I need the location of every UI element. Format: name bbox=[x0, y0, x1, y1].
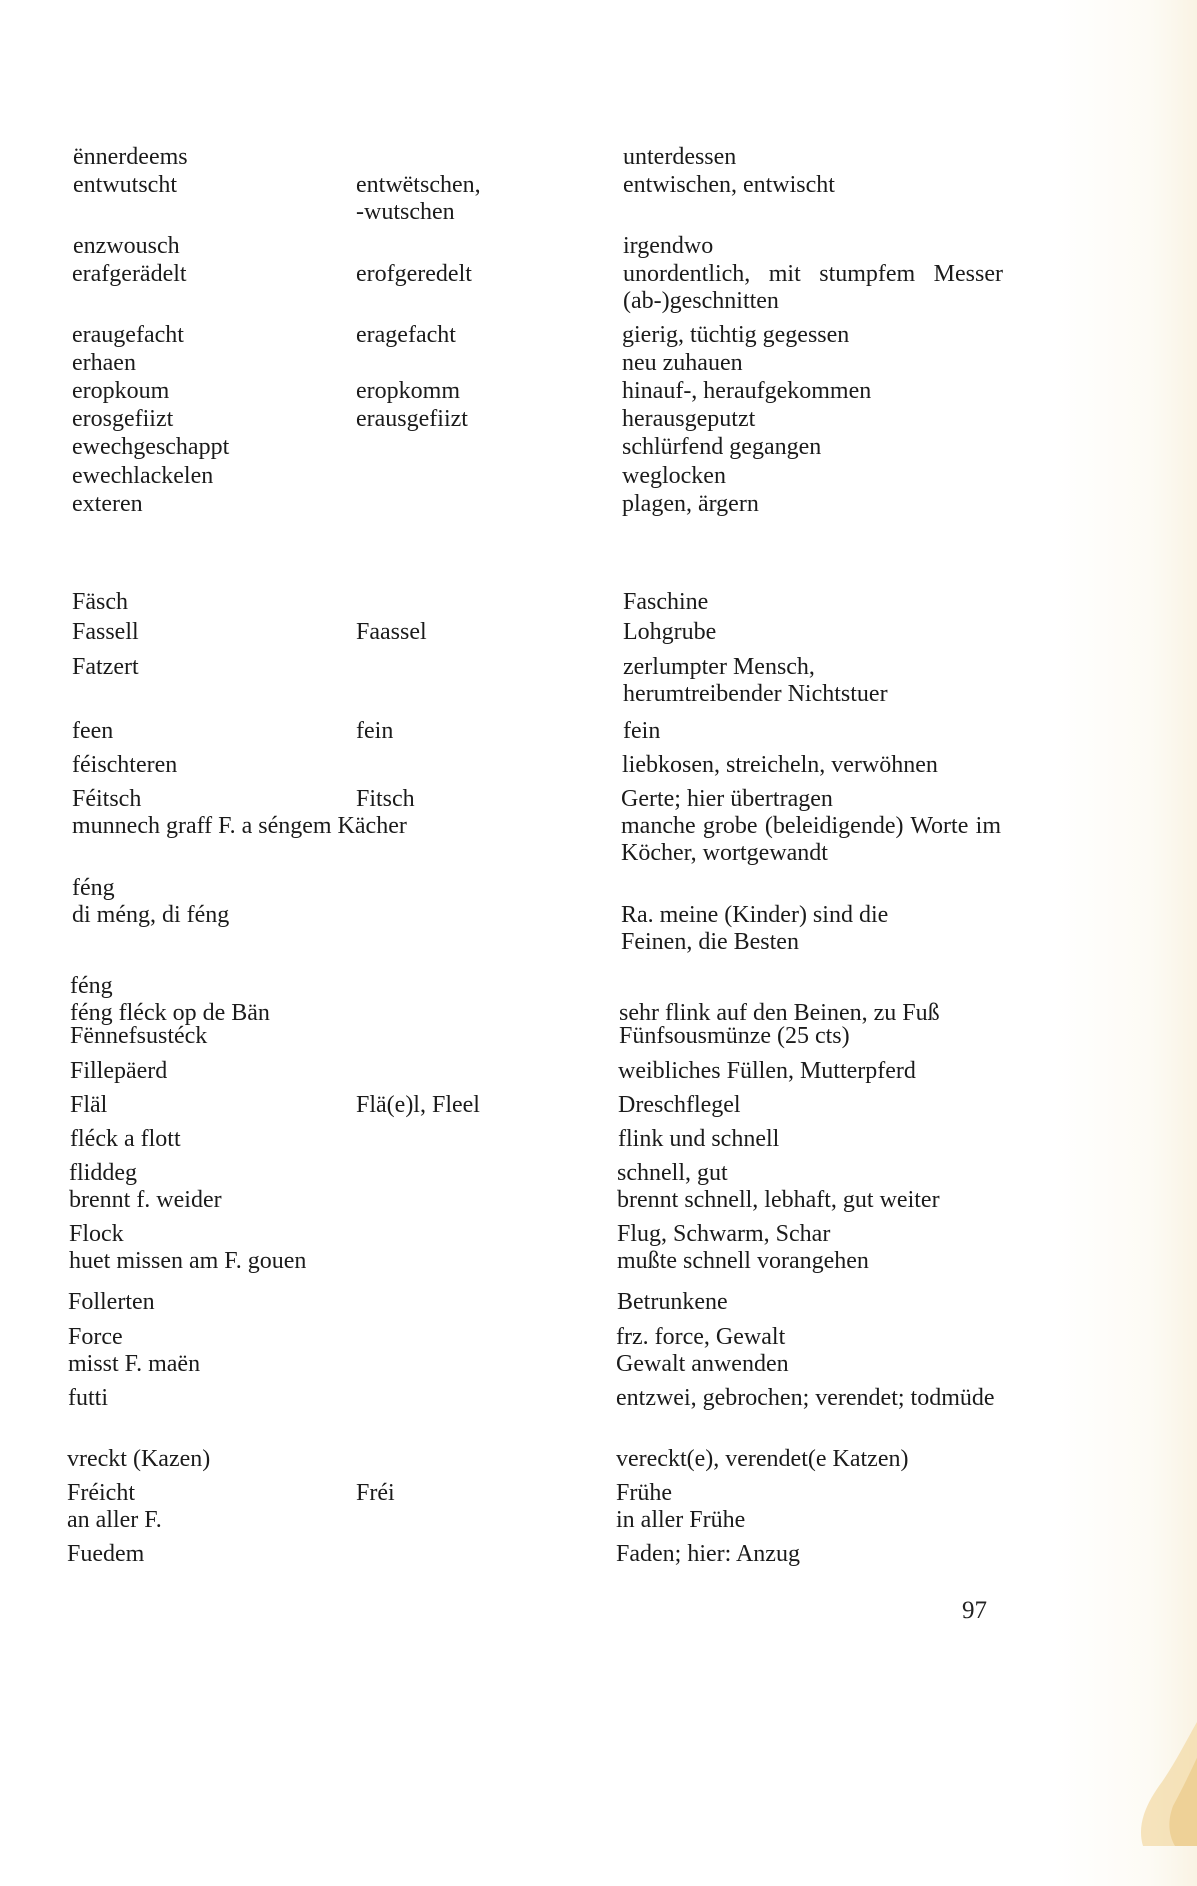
headword-line: enzwousch bbox=[73, 233, 180, 259]
german-translation bbox=[623, 589, 1003, 616]
headword-line: Flock bbox=[69, 1221, 124, 1247]
german-translation-line bbox=[619, 973, 999, 1000]
headword bbox=[67, 1446, 477, 1473]
variant-form-line: erausgefiizt bbox=[356, 406, 468, 432]
headword-line: Fréicht bbox=[67, 1480, 135, 1506]
variant-form-line: Fréi bbox=[356, 1480, 395, 1506]
german-translation-line: manche grobe (beleidigende) Worte im Köcher, wortgewandt bbox=[621, 813, 1001, 866]
german-translation-line: herumtreibender Nichtstuer bbox=[623, 681, 888, 707]
german-translation-line: frz. force, Gewalt bbox=[616, 1324, 786, 1350]
headword-line: Fläl bbox=[70, 1092, 108, 1118]
german-translation bbox=[622, 350, 1002, 377]
german-translation bbox=[623, 654, 1003, 708]
headword bbox=[73, 233, 483, 260]
german-translation-line: mußte schnell vorangehen bbox=[617, 1248, 869, 1274]
german-translation-line: hinauf-, heraufgekommen bbox=[622, 378, 872, 404]
german-translation-line: Frühe bbox=[616, 1480, 672, 1506]
headword bbox=[72, 752, 482, 779]
headword bbox=[68, 1289, 478, 1316]
headword-line: futti bbox=[68, 1385, 108, 1411]
headword-line: Force bbox=[68, 1324, 123, 1350]
german-translation-line: Flug, Schwarm, Schar bbox=[617, 1221, 831, 1247]
german-translation-line: flink und schnell bbox=[618, 1126, 780, 1152]
variant-form bbox=[356, 406, 606, 433]
headword-line: an aller F. bbox=[67, 1507, 162, 1533]
german-translation-line: herausgeputzt bbox=[622, 406, 756, 432]
german-translation bbox=[623, 718, 1003, 745]
headword-line: feen bbox=[72, 718, 114, 744]
german-translation-line: unordentlich, mit stumpfem Messer (ab-)geschnitten bbox=[623, 261, 1003, 314]
headword-line: Fatzert bbox=[72, 654, 139, 680]
headword-line: ewechgeschappt bbox=[72, 434, 230, 460]
variant-form bbox=[356, 322, 606, 349]
german-translation bbox=[623, 233, 1003, 260]
german-translation-line: schnell, gut bbox=[617, 1160, 728, 1186]
german-translation bbox=[623, 144, 1003, 171]
headword bbox=[72, 875, 482, 929]
variant-form bbox=[356, 1092, 606, 1119]
german-translation-line: brennt schnell, lebhaft, gut weiter bbox=[617, 1187, 940, 1213]
german-translation-line: fein bbox=[623, 718, 661, 744]
headword bbox=[70, 1023, 480, 1050]
german-translation bbox=[618, 1126, 998, 1153]
german-translation bbox=[621, 875, 1001, 956]
german-translation bbox=[622, 434, 1002, 461]
headword-line: féng fléck op de Bän bbox=[70, 1000, 270, 1026]
variant-form-line: erofgeredelt bbox=[356, 261, 472, 287]
german-translation bbox=[618, 1092, 998, 1119]
german-translation-line: in aller Frühe bbox=[616, 1507, 746, 1533]
german-translation-line: irgendwo bbox=[623, 233, 714, 259]
german-translation bbox=[623, 172, 1003, 199]
german-translation-line: Faden; hier: Anzug bbox=[616, 1541, 800, 1567]
german-translation bbox=[623, 261, 1003, 315]
german-translation bbox=[616, 1324, 996, 1378]
german-translation bbox=[621, 786, 1001, 867]
headword-line: munnech graff F. a séngem Kächer bbox=[72, 813, 407, 839]
german-translation bbox=[623, 619, 1003, 646]
variant-form bbox=[356, 261, 606, 288]
german-translation bbox=[616, 1446, 996, 1473]
headword-line: féng bbox=[72, 875, 115, 901]
german-translation-line: sehr flink auf den Beinen, zu Fuß bbox=[619, 1000, 940, 1026]
headword-line: Fäsch bbox=[72, 589, 128, 615]
german-translation-line: neu zuhauen bbox=[622, 350, 743, 376]
german-translation bbox=[622, 378, 1002, 405]
variant-form-line: Faassel bbox=[356, 619, 427, 645]
german-translation-line: unterdessen bbox=[623, 144, 737, 170]
german-translation-line: entzwei, gebrochen; verendet; todmüde bbox=[616, 1385, 995, 1411]
variant-form-line: eropkomm bbox=[356, 378, 460, 404]
german-translation-line: Ra. meine (Kinder) sind die bbox=[621, 902, 889, 928]
variant-form bbox=[356, 619, 606, 646]
german-translation-line: Fünfsousmünze (25 cts) bbox=[619, 1023, 850, 1049]
headword-line: erafgerädelt bbox=[72, 261, 187, 287]
headword-line: di méng, di féng bbox=[72, 902, 230, 928]
page-number: 97 bbox=[962, 1597, 987, 1624]
german-translation-line: zerlumpter Mensch, bbox=[623, 654, 815, 680]
headword bbox=[69, 1221, 479, 1275]
german-translation-line: Faschine bbox=[623, 589, 709, 615]
headword-line: vreckt (Kazen) bbox=[67, 1446, 211, 1472]
german-translation bbox=[617, 1289, 997, 1316]
german-translation-line: schlürfend gegangen bbox=[622, 434, 822, 460]
headword bbox=[72, 491, 482, 518]
variant-form bbox=[356, 718, 606, 745]
german-translation-line: plagen, ärgern bbox=[622, 491, 759, 517]
variant-form-line: fein bbox=[356, 718, 394, 744]
german-translation-line: Gerte; hier übertragen bbox=[621, 786, 833, 812]
german-translation bbox=[619, 973, 999, 1027]
headword bbox=[70, 1126, 480, 1153]
german-translation-line: entwischen, entwischt bbox=[623, 172, 835, 198]
german-translation-line: Dreschflegel bbox=[618, 1092, 741, 1118]
paper-stain bbox=[1097, 1666, 1197, 1846]
german-translation bbox=[622, 491, 1002, 518]
headword bbox=[69, 1160, 479, 1214]
german-translation bbox=[618, 1058, 998, 1085]
variant-form bbox=[356, 1480, 606, 1507]
german-translation-line: Feinen, die Besten bbox=[621, 929, 799, 955]
headword-line: Follerten bbox=[68, 1289, 155, 1315]
german-translation-line: Gewalt anwenden bbox=[616, 1351, 789, 1377]
headword-line: fléck a flott bbox=[70, 1126, 181, 1152]
german-translation-line: vereckt(e), verendet(e Katzen) bbox=[616, 1446, 909, 1472]
german-translation bbox=[622, 406, 1002, 433]
headword-line: erosgefiizt bbox=[72, 406, 174, 432]
headword bbox=[68, 1385, 478, 1412]
headword-line: Fassell bbox=[72, 619, 139, 645]
german-translation bbox=[622, 752, 1002, 779]
headword-line: ewechlackelen bbox=[72, 463, 214, 489]
variant-form bbox=[356, 786, 606, 813]
german-translation bbox=[622, 322, 1002, 349]
german-translation-line: liebkosen, streicheln, verwöhnen bbox=[622, 752, 938, 778]
headword-line: Fënnefsustéck bbox=[70, 1023, 208, 1049]
headword-line: eropkoum bbox=[72, 378, 170, 404]
german-translation-line: gierig, tüchtig gegessen bbox=[622, 322, 850, 348]
german-translation bbox=[616, 1480, 996, 1534]
variant-form-line: eragefacht bbox=[356, 322, 456, 348]
headword-line: Féitsch bbox=[72, 786, 142, 812]
headword bbox=[72, 434, 482, 461]
german-translation bbox=[617, 1221, 997, 1275]
headword-line: Fillepäerd bbox=[70, 1058, 168, 1084]
headword-line: brennt f. weider bbox=[69, 1187, 222, 1213]
variant-form bbox=[356, 172, 606, 226]
headword bbox=[72, 350, 482, 377]
german-translation bbox=[619, 1023, 999, 1050]
headword-line: misst F. maën bbox=[68, 1351, 201, 1377]
headword-line: eraugefacht bbox=[72, 322, 184, 348]
german-translation bbox=[617, 1160, 997, 1214]
headword bbox=[72, 463, 482, 490]
german-translation-line: weglocken bbox=[622, 463, 726, 489]
headword bbox=[73, 144, 483, 171]
german-translation-line: Betrunkene bbox=[617, 1289, 728, 1315]
variant-form-line: -wutschen bbox=[356, 199, 455, 225]
headword bbox=[70, 1058, 480, 1085]
headword bbox=[68, 1324, 478, 1378]
headword-line: fliddeg bbox=[69, 1160, 137, 1186]
headword bbox=[72, 654, 482, 681]
german-translation bbox=[616, 1541, 996, 1568]
variant-form bbox=[356, 378, 606, 405]
german-translation-line bbox=[621, 875, 1001, 902]
german-translation-line: weibliches Füllen, Mutterpferd bbox=[618, 1058, 916, 1084]
headword-line: féng bbox=[70, 973, 113, 999]
headword bbox=[67, 1541, 477, 1568]
headword-line: erhaen bbox=[72, 350, 136, 376]
headword bbox=[72, 589, 482, 616]
variant-form-line: Flä(e)l, Fleel bbox=[356, 1092, 480, 1118]
german-translation-line: Lohgrube bbox=[623, 619, 717, 645]
variant-form-line: entwëtschen, bbox=[356, 172, 481, 198]
variant-form-line: Fitsch bbox=[356, 786, 415, 812]
german-translation bbox=[622, 463, 1002, 490]
headword bbox=[70, 973, 480, 1027]
headword-line: entwutscht bbox=[73, 172, 177, 198]
headword-line: féischteren bbox=[72, 752, 178, 778]
headword-line: Fuedem bbox=[67, 1541, 145, 1567]
headword-line: ënnerdeems bbox=[73, 144, 188, 170]
headword-line: huet missen am F. gouen bbox=[69, 1248, 307, 1274]
headword-line: exteren bbox=[72, 491, 143, 517]
german-translation bbox=[616, 1385, 996, 1412]
